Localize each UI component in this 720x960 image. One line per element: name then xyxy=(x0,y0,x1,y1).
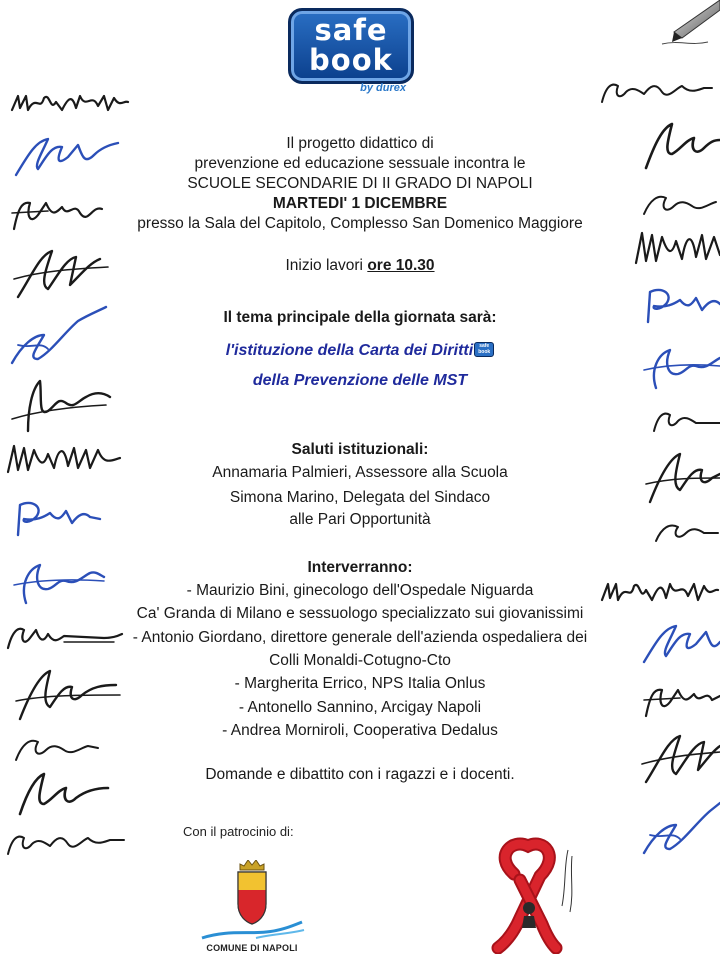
signature-icon xyxy=(8,195,108,235)
safebook-logo xyxy=(288,8,414,84)
signature-icon xyxy=(10,90,130,116)
signature-icon xyxy=(640,186,720,220)
signature-icon xyxy=(640,730,720,788)
signature-icon xyxy=(640,682,720,722)
theme-line-1-wrap xyxy=(0,341,720,361)
speakers-heading: Interverranno: xyxy=(307,559,413,576)
crest-icon xyxy=(196,860,308,956)
greetings-line: Simona Marino, Delegata del Sindaco xyxy=(229,489,491,506)
safebook-mini-logo: safe book xyxy=(474,342,494,357)
start-prefix: Inizio lavori xyxy=(285,257,363,274)
speaker-line: - Antonio Giordano, direttore generale dell'azienda ospedaliera dei xyxy=(132,629,588,646)
signature-icon xyxy=(12,135,122,179)
theme-heading: Il tema principale della giornata sarà: xyxy=(223,309,497,326)
signature-icon xyxy=(600,578,718,606)
pen-icon xyxy=(660,0,720,48)
comune-label: COMUNE DI NAPOLI xyxy=(206,943,298,953)
signature-icon xyxy=(640,282,720,326)
start-time: ore 10.30 xyxy=(367,257,435,274)
event-date: MARTEDI' 1 DICEMBRE xyxy=(272,195,448,212)
signature-icon xyxy=(12,245,112,303)
signature-icon xyxy=(4,620,124,654)
signature-icon xyxy=(640,120,720,174)
speaker-line: Ca' Granda di Milano e sessuologo specializzato sui giovanissimi xyxy=(136,605,584,622)
signature-icon xyxy=(10,555,106,609)
speaker-line: Colli Monaldi-Cotugno-Cto xyxy=(269,652,451,669)
speaker-line: - Andrea Morniroli, Cooperativa Dedalus xyxy=(222,722,498,739)
logo-line-1: safe xyxy=(314,13,388,47)
logo-line-2: book xyxy=(309,43,393,77)
signature-icon xyxy=(632,225,720,267)
signature-icon xyxy=(12,770,112,820)
signature-icon xyxy=(640,340,720,394)
speaker-line: - Maurizio Bini, ginecologo dell'Ospedale Niguarda xyxy=(186,582,534,599)
closing-line: Domande e dibattito con i ragazzi e i docenti. xyxy=(205,766,515,783)
signature-icon xyxy=(640,622,720,666)
signature-icon xyxy=(650,515,720,547)
signature-icon xyxy=(598,76,714,108)
greetings-line: alle Pari Opportunità xyxy=(289,511,431,528)
theme-line-2: della Prevenzione delle MST xyxy=(252,372,468,389)
patronage-label: Con il patrocinio di: xyxy=(183,824,294,839)
signature-icon xyxy=(10,730,100,766)
intro-line-2: prevenzione ed educazione sessuale incontra le xyxy=(194,155,526,172)
logo-by-durex: by durex xyxy=(360,82,406,94)
intro-line-1: Il progetto didattico di xyxy=(286,135,434,152)
event-venue: presso la Sala del Capitolo, Complesso San Domenico Maggiore xyxy=(137,215,583,232)
signature-icon xyxy=(8,375,112,437)
speaker-line: - Antonello Sannino, Arcigay Napoli xyxy=(238,699,482,716)
signature-icon xyxy=(8,305,108,369)
greetings-line: Annamaria Palmieri, Assessore alla Scuola xyxy=(212,464,508,481)
signature-icon xyxy=(640,795,720,859)
greetings-heading: Saluti istituzionali: xyxy=(291,441,429,458)
signature-icon xyxy=(4,440,124,476)
signature-icon xyxy=(650,405,720,437)
theme-line-1: l'istituzione della Carta dei Diritti xyxy=(225,342,474,359)
intro-line-3: SCUOLE SECONDARIE DI II GRADO DI NAPOLI xyxy=(187,175,533,192)
speaker-line: - Margherita Errico, NPS Italia Onlus xyxy=(234,675,486,692)
signature-icon xyxy=(10,495,102,539)
red-ribbon-icon xyxy=(484,836,580,954)
signature-icon xyxy=(4,826,128,860)
signature-icon xyxy=(12,665,122,725)
signature-icon xyxy=(642,448,720,508)
